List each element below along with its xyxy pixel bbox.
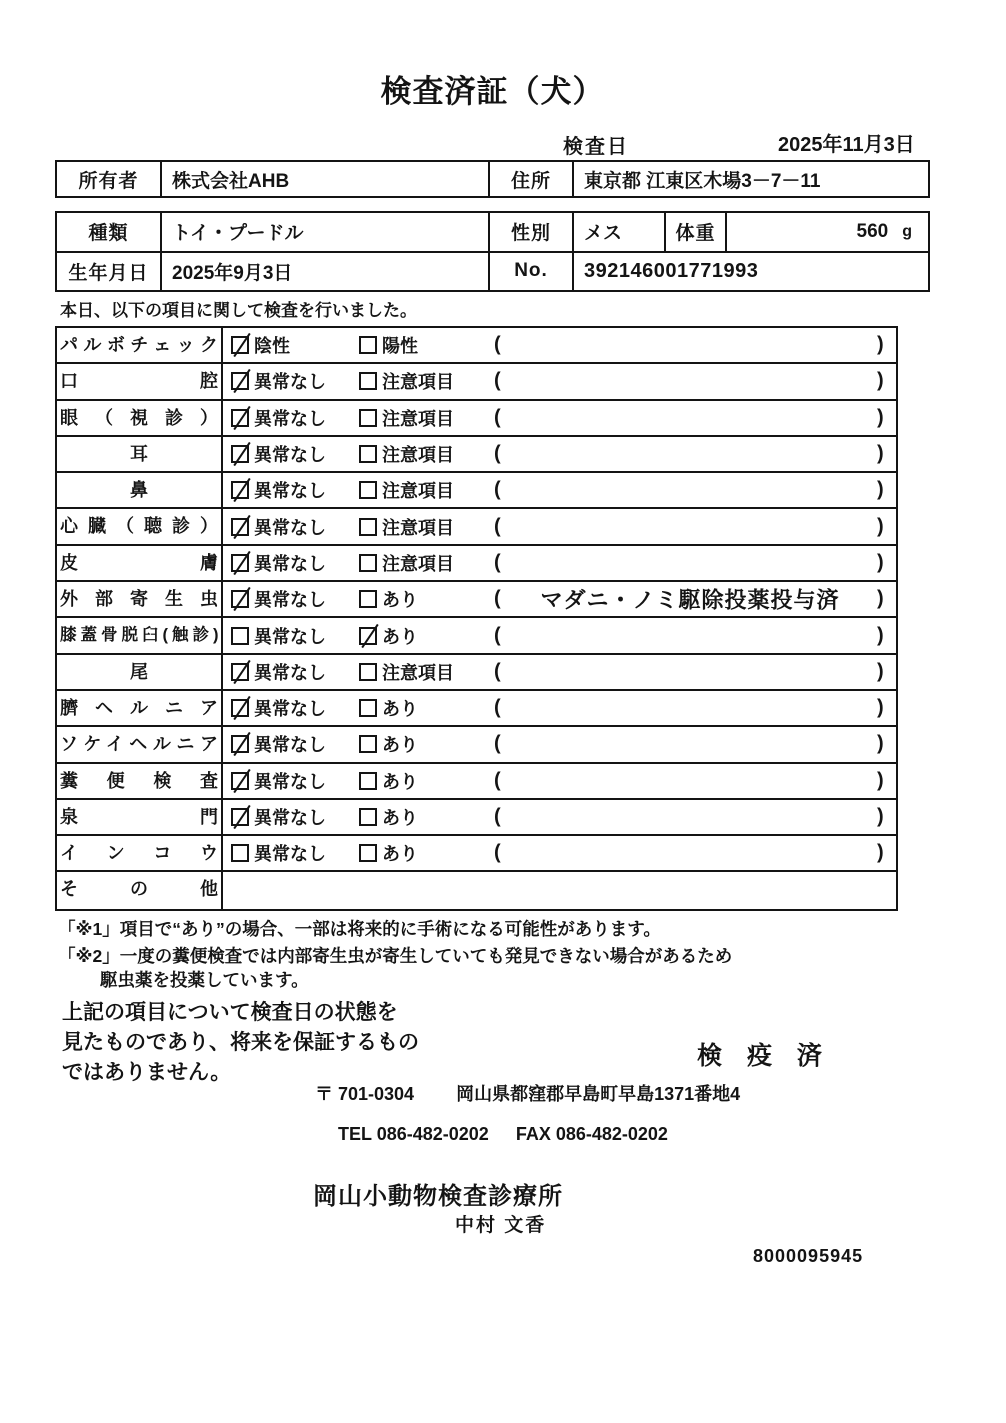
checkbox-icon [359, 699, 377, 717]
option-normal: 異常なし [231, 695, 326, 721]
checkbox-icon [359, 808, 377, 826]
checkbox-icon [359, 590, 377, 608]
remark-value: マダニ・ノミ駆除投薬投与済 [540, 587, 840, 613]
animal-row-2 [57, 253, 928, 291]
table-row-umbilical-hernia [57, 691, 896, 727]
option-present: あり [359, 695, 418, 721]
veterinarian-name: 中村 文香 [455, 1215, 547, 1236]
checkbox-icon [231, 590, 249, 608]
paren-close: ) [877, 696, 884, 719]
paren-open: ( [494, 442, 501, 465]
paren-open: ( [494, 624, 501, 647]
option-normal: 異常なし [231, 623, 326, 649]
disclaimer-line-3: ではありません。 [62, 1061, 232, 1084]
no-label: No. [488, 253, 572, 291]
address-label: 住所 [488, 162, 572, 196]
animal-row-1 [57, 213, 928, 253]
paren-open: ( [494, 696, 501, 719]
weight-value: 560 [856, 220, 889, 242]
owner-value: 株式会社AHB [160, 162, 488, 196]
paren-close: ) [877, 333, 884, 356]
owner-label: 所有者 [78, 170, 139, 192]
checkbox-icon [359, 772, 377, 790]
option-normal: 異常なし [231, 731, 326, 757]
option-caution: 注意項目 [359, 441, 454, 467]
clinic-name: 岡山小動物検査診療所 [313, 1183, 563, 1210]
checkbox-icon [359, 336, 377, 354]
footnote-1: 「※1」項目で“あり”の場合、一部は将来的に手術になる可能性があります。 [58, 919, 661, 939]
checkbox-icon [231, 445, 249, 463]
paren-open: ( [494, 805, 501, 828]
paren-open: ( [494, 478, 501, 501]
table-row-parvo [57, 328, 896, 364]
paren-open: ( [494, 587, 501, 610]
checkbox-icon [231, 663, 249, 681]
exam-item-label: 糞便検査 [57, 764, 223, 798]
option-caution: 注意項目 [359, 405, 454, 431]
option-normal: 異常なし [231, 368, 326, 394]
paren-close: ) [877, 515, 884, 538]
option-caution: 注意項目 [359, 477, 454, 503]
option-negative: 陰性 [231, 332, 290, 358]
intro-text: 本日、以下の項目に関して検査を行いました。 [60, 301, 417, 320]
disclaimer-statement [62, 998, 419, 1088]
paren-close: ) [877, 369, 884, 392]
paren-open: ( [494, 660, 501, 683]
paren-open: ( [494, 841, 501, 864]
paren-close: ) [877, 660, 884, 683]
exam-item-label: 皮膚 [57, 546, 223, 580]
weight-unit: g [902, 222, 912, 240]
tel-label: TEL [338, 1124, 372, 1144]
checkbox-icon [231, 481, 249, 499]
option-present: あり [359, 768, 418, 794]
checkbox-icon [359, 409, 377, 427]
checkbox-icon [231, 336, 249, 354]
checkbox-icon [359, 735, 377, 753]
paren-close: ) [877, 587, 884, 610]
exam-item-label: 泉門 [57, 800, 223, 834]
disclaimer-line-1: 上記の項目について検査日の状態を [62, 1001, 398, 1024]
birth-value: 2025年9月3日 [160, 253, 488, 291]
checkbox-icon [231, 409, 249, 427]
table-row-skin [57, 546, 896, 582]
address-value: 東京都 江東区木場3－7－11 [572, 162, 928, 196]
checkbox-icon [231, 772, 249, 790]
option-normal: 異常なし [231, 550, 326, 576]
paren-open: ( [494, 515, 501, 538]
table-row-external-parasites [57, 582, 896, 618]
checkbox-icon [231, 844, 249, 862]
option-positive: 陽性 [359, 332, 418, 358]
exam-date-value: 2025年11月3日 [778, 134, 915, 156]
checkbox-icon [359, 518, 377, 536]
quarantine-passed-stamp: 検 疫 済 [697, 1042, 831, 1070]
paren-close: ) [877, 732, 884, 755]
sex-label: 性別 [488, 213, 572, 251]
clinic-postal-code: 〒 701-0304 [315, 1084, 415, 1104]
footnote-2-line1: 「※2」一度の糞便検査では内部寄生虫が寄生していても発見できない場合があるため [58, 946, 733, 966]
paren-close: ) [877, 442, 884, 465]
table-row-fecal-exam [57, 764, 896, 800]
option-normal: 異常なし [231, 477, 326, 503]
checkbox-icon [359, 663, 377, 681]
paren-open: ( [494, 732, 501, 755]
checkbox-icon [359, 445, 377, 463]
option-present: あり [359, 731, 418, 757]
exam-item-label: 尾 [57, 655, 223, 689]
clinic-address-line [315, 1080, 740, 1106]
table-row-inguinal-hernia [57, 727, 896, 763]
document-title: 検査済証（犬） [380, 74, 605, 109]
checkbox-icon [359, 627, 377, 645]
breed-value: トイ・プードル [160, 213, 488, 251]
exam-table [55, 326, 898, 911]
exam-item-label: 臍ヘルニア [57, 691, 223, 725]
paren-close: ) [877, 769, 884, 792]
clinic-address: 岡山県都窪郡早島町早島1371番地4 [456, 1084, 741, 1104]
option-present: あり [359, 586, 418, 612]
exam-item-label: 口腔 [57, 364, 223, 398]
exam-item-label: 鼻 [57, 473, 223, 507]
paren-close: ) [877, 624, 884, 647]
animal-box [55, 211, 930, 292]
table-row-heart [57, 509, 896, 545]
checkbox-icon [231, 554, 249, 572]
option-normal: 異常なし [231, 768, 326, 794]
option-normal: 異常なし [231, 659, 326, 685]
option-present: あり [359, 840, 418, 866]
option-caution: 注意項目 [359, 368, 454, 394]
option-normal: 異常なし [231, 804, 326, 830]
exam-item-label: ソケイヘルニア [57, 727, 223, 761]
table-row-inkou [57, 836, 896, 872]
table-row-eyes [57, 401, 896, 437]
weight-value-cell [725, 213, 928, 251]
table-row-patella [57, 618, 896, 654]
exam-item-label: 外部寄生虫 [57, 582, 223, 616]
exam-item-label: 眼（視診） [57, 401, 223, 435]
table-row-nose [57, 473, 896, 509]
exam-date-label: 検査日 [563, 136, 629, 158]
fax-label: FAX [515, 1124, 551, 1144]
option-caution: 注意項目 [359, 550, 454, 576]
paren-open: ( [494, 369, 501, 392]
checkbox-icon [231, 735, 249, 753]
paren-close: ) [877, 551, 884, 574]
option-present: あり [359, 623, 418, 649]
option-caution: 注意項目 [359, 514, 454, 540]
exam-item-label: 膝蓋骨脱臼(触診) [57, 618, 223, 652]
paren-close: ) [877, 841, 884, 864]
checkbox-icon [359, 372, 377, 390]
tel-number: 086-482-0202 [376, 1124, 489, 1144]
fax-number: 086-482-0202 [555, 1124, 668, 1144]
option-caution: 注意項目 [359, 659, 454, 685]
checkbox-icon [359, 844, 377, 862]
option-present: あり [359, 804, 418, 830]
clinic-telfax-line [338, 1124, 668, 1145]
table-row-ears [57, 437, 896, 473]
paren-open: ( [494, 406, 501, 429]
option-normal: 異常なし [231, 586, 326, 612]
option-normal: 異常なし [231, 441, 326, 467]
table-row-mouth [57, 364, 896, 400]
breed-label: 種類 [88, 223, 129, 245]
exam-item-label: 耳 [57, 437, 223, 471]
checkbox-icon [231, 808, 249, 826]
table-row-tail [57, 655, 896, 691]
option-normal: 異常なし [231, 514, 326, 540]
paren-open: ( [494, 769, 501, 792]
owner-box [55, 160, 930, 198]
checkbox-icon [231, 699, 249, 717]
no-value: 392146001771993 [572, 253, 928, 291]
exam-item-label: インコウ [57, 836, 223, 870]
sex-value: メス [572, 213, 664, 251]
exam-item-label: 心臓（聴診） [57, 509, 223, 543]
disclaimer-line-2: 見たものであり、将来を保証するもの [62, 1031, 419, 1054]
exam-item-label: その他 [57, 872, 223, 908]
paren-open: ( [494, 551, 501, 574]
weight-label: 体重 [664, 213, 725, 251]
table-row-other [57, 872, 896, 908]
checkbox-icon [359, 481, 377, 499]
birth-label: 生年月日 [68, 262, 149, 284]
paren-close: ) [877, 478, 884, 501]
checkbox-icon [231, 627, 249, 645]
exam-item-label: パルボチェック [57, 328, 223, 362]
checkbox-icon [231, 518, 249, 536]
paren-open: ( [494, 333, 501, 356]
paren-close: ) [877, 406, 884, 429]
checkbox-icon [231, 372, 249, 390]
option-normal: 異常なし [231, 840, 326, 866]
table-row-fontanelle [57, 800, 896, 836]
footnote-2-line2: 駆虫薬を投薬しています。 [100, 970, 309, 990]
checkbox-icon [359, 554, 377, 572]
paren-close: ) [877, 805, 884, 828]
document-serial-number: 8000095945 [753, 1246, 864, 1266]
option-normal: 異常なし [231, 405, 326, 431]
